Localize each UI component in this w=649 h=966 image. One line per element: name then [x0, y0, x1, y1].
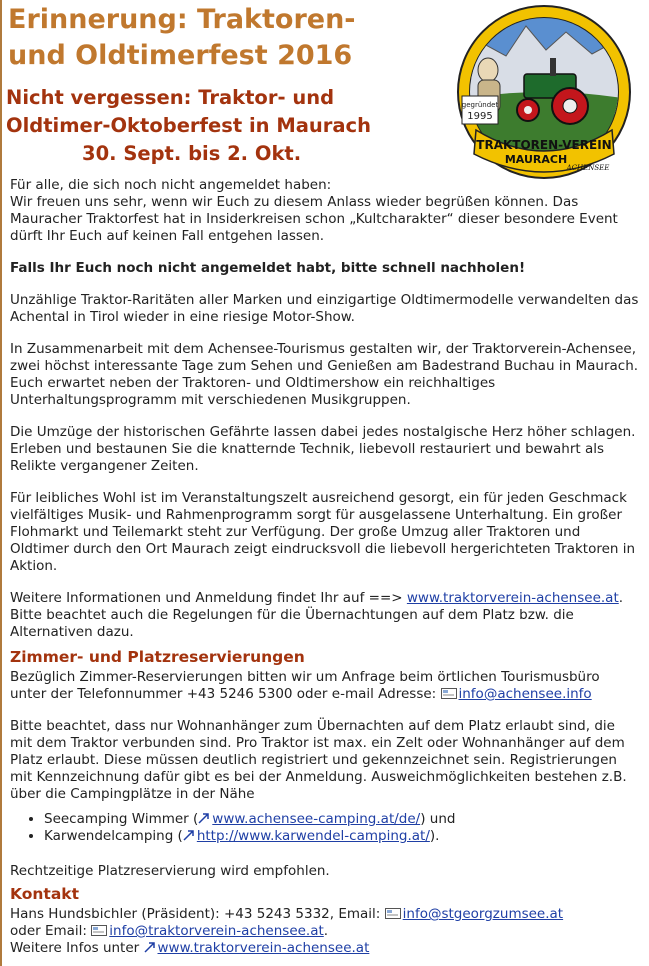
intro-line-1: Für alle, die sich noch nicht angemeldet haben: — [10, 177, 332, 193]
email-icon — [441, 688, 457, 699]
club-email-link[interactable]: info@traktorverein-achensee.at — [109, 923, 324, 939]
traktorverein-logo — [454, 4, 634, 184]
intro-paragraph — [10, 177, 640, 245]
intro-line-2: Wir freuen uns sehr, wenn wir Euch zu diesem Anlass wieder begrüßen können. Das Mauracher Traktorfest hat in Insiderkreisen schon „Kultcharakter“ dieser besondere Event dürft Ihr Euch auf keinen Fall entgehen lassen. — [10, 194, 618, 244]
logo-founded-label: gegründet — [461, 101, 499, 109]
camp-name: Seecamping Wimmer ( — [44, 811, 199, 827]
page-title — [8, 2, 448, 74]
president-email-link[interactable]: info@stgeorgzumsee.at — [402, 906, 564, 922]
paragraph-catering: Für leibliches Wohl ist im Veranstaltungszelt ausreichend gesorgt, ein für jeden Geschmack vielfältiges Musik- und Rahmenprogramm sorgt für ausgelassene Unterhaltung. Ein großer Flohmarkt und Teilemarkt steht zur Verfügung. Der große Umzug aller Traktoren und Oldtimer durch den Ort Maurach zeigt eindrucksvoll die liebevoll hergerichteten Traktoren in Aktion. — [10, 490, 636, 574]
page-subtitle — [6, 84, 416, 168]
camping-list — [10, 811, 640, 845]
external-link-icon — [198, 813, 210, 824]
email-icon — [385, 908, 401, 919]
subtitle-line-1: Nicht vergessen: Traktor- und — [6, 86, 335, 109]
external-link-icon — [144, 942, 156, 953]
contact-website-link[interactable]: www.traktorverein-achensee.at — [157, 940, 370, 956]
logo-founded-year: 1995 — [467, 111, 493, 122]
rooms-heading: Zimmer- und Platzreservierungen — [10, 648, 305, 666]
more-info-paragraph — [10, 590, 640, 641]
tourism-email-link[interactable]: info@achensee.info — [458, 686, 592, 702]
subtitle-line-3: 30. Sept. bis 2. Okt. — [82, 142, 302, 165]
article-body — [10, 177, 640, 957]
paragraph-cooperation: In Zusammenarbeit mit dem Achensee-Tourismus gestalten wir, der Traktorverein-Achensee, zwei höchst interessante Tage zum Sehen und Genießen am Badestrand Buchau in Maurach. Euch erwartet neben der Traktoren- und Oldtimershow ein reichhaltiges Unterhaltungsprogramm mit verschiedenen Musikgruppen. — [10, 341, 639, 408]
logo-name-line-1: TRAKTOREN-VEREIN — [476, 138, 612, 152]
rooms-text: Bezüglich Zimmer-Reservierungen bitten wir um Anfrage beim örtlichen Tourismusbüro unter der Telefonnummer +43 5246 5300 oder e-mail Adresse: — [10, 669, 600, 702]
list-item — [44, 811, 640, 828]
more-info-post: . Bitte beachtet auch die Regelungen für die Übernachtungen auf dem Platz bzw. die Alternativen dazu. — [10, 590, 624, 640]
logo-tag: ACHENSEE — [566, 164, 610, 172]
rooms-paragraph — [10, 669, 640, 703]
email-icon — [91, 925, 107, 936]
title-line-2: und Oldtimerfest 2016 — [8, 40, 353, 71]
camp-link[interactable]: http://www.karwendel-camping.at/ — [196, 828, 430, 844]
camp-post: ). — [429, 828, 440, 844]
list-item — [44, 828, 640, 845]
logo-name-line-2: MAURACH — [504, 153, 568, 166]
website-link[interactable]: www.traktorverein-achensee.at — [406, 590, 619, 606]
paragraph-parades: Die Umzüge der historischen Gefährte lassen dabei jedes nostalgische Herz höher schlagen. Erleben und bestaunen Sie die knatternde Technik, liebevoll restauriert und bewahrt als Relikte vergangener Zeiten. — [10, 424, 636, 474]
contact-line-2-post: . — [323, 923, 329, 939]
more-info-pre: Weitere Informationen und Anmeldung findet Ihr auf ==> — [10, 590, 407, 606]
paragraph-showcase: Unzählige Traktor-Raritäten aller Marken und einzigartige Oldtimermodelle verwandelten das Achental in Tirol wieder in eine riesige Motor-Show. — [10, 292, 639, 325]
camping-notice: Bitte beachtet, dass nur Wohnanhänger zum Übernachten auf dem Platz erlaubt sind, die mit dem Traktor verbunden sind. Pro Traktor ist max. ein Zelt oder Wohnanhänger auf dem Platz erlaubt. Diese müssen deutlich registriert und gekennzeichnet sein. Registrierungen mit Kennzeichnung dafür gibt es bei der Anmeldung. Ausweichmöglichkeiten bestehen z.B. über die Campingplätze in der Nähe — [10, 718, 627, 802]
camp-name: Karwendelcamping ( — [44, 828, 183, 844]
camp-post: ) und — [420, 811, 456, 827]
external-link-icon — [183, 830, 195, 841]
contact-line-1: Hans Hundsbichler (Präsident): +43 5243 5332, Email: — [10, 906, 385, 922]
contact-block — [10, 906, 640, 957]
subtitle-line-2: Oldtimer-Oktoberfest in Maurach — [6, 114, 371, 137]
callout-text: Falls Ihr Euch noch nicht angemeldet habt, bitte schnell nachholen! — [10, 260, 526, 276]
contact-heading: Kontakt — [10, 885, 80, 903]
contact-line-3: Weitere Infos unter — [10, 940, 144, 956]
camp-link[interactable]: www.achensee-camping.at/de/ — [212, 811, 421, 827]
reservation-recommendation: Rechtzeitige Platzreservierung wird empfohlen. — [10, 863, 330, 879]
title-line-1: Erinnerung: Traktoren- — [8, 4, 356, 35]
contact-line-2: oder Email: — [10, 923, 92, 939]
